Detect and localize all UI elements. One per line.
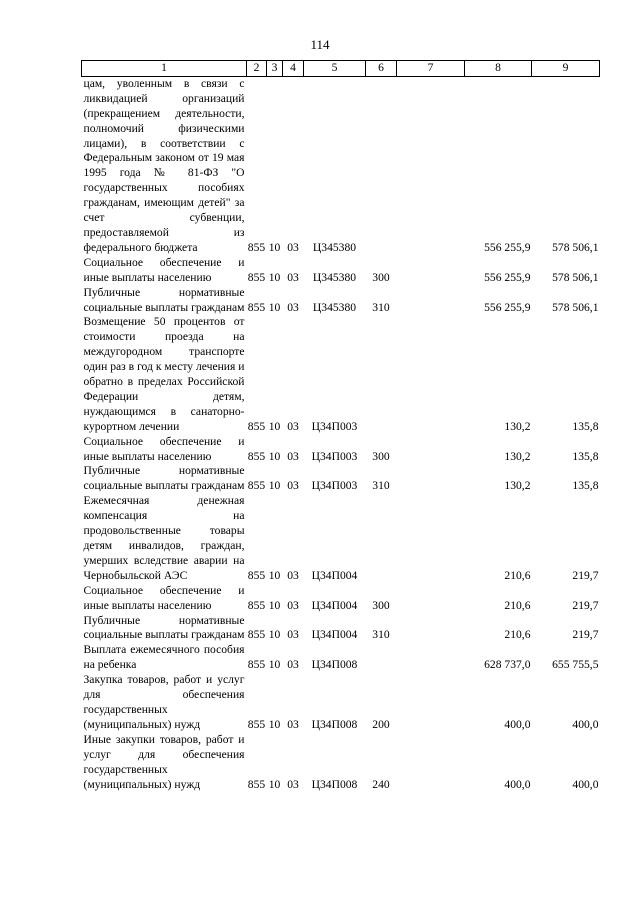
table-row (82, 315, 600, 434)
row-subsection-code: 03 (287, 300, 299, 314)
row-subsection-code: 03 (287, 628, 299, 642)
row-description: Иные закупки товаров, работ и услуг для обеспечения государственных (муниципальных) нужд (83, 732, 245, 791)
row-section-code: 10 (268, 598, 281, 612)
row-expense-type: 310 (372, 300, 390, 314)
row-col7 (397, 286, 465, 316)
row-description: Публичные нормативные социальные выплаты гражданам (83, 285, 245, 314)
row-subsection-code: 03 (287, 717, 299, 731)
row-value-year1: 130,2 (504, 479, 531, 493)
table-row (82, 614, 600, 644)
header-col-3: 3 (267, 61, 283, 77)
row-section-code: 10 (268, 628, 281, 642)
row-target-article: Ц34П004 (311, 568, 358, 582)
row-value-year2: 400,0 (572, 777, 599, 791)
budget-table (81, 60, 600, 792)
row-subsection-code: 03 (287, 568, 299, 582)
row-target-article: Ц34П003 (311, 479, 358, 493)
row-expense-type (366, 76, 397, 255)
row-value-year2: 655 755,5 (552, 658, 599, 672)
row-value-year1: 210,6 (504, 628, 531, 642)
row-section-code: 10 (268, 419, 281, 433)
row-grbs-code: 855 (247, 240, 266, 254)
row-value-year1: 556 255,9 (484, 300, 531, 314)
table-row (82, 256, 600, 286)
row-expense-type: 300 (372, 270, 390, 284)
row-grbs-code: 855 (247, 479, 266, 493)
table-body (82, 76, 600, 792)
table-header (82, 61, 600, 77)
row-grbs-code: 855 (247, 658, 266, 672)
row-col7 (397, 673, 465, 733)
row-value-year1: 556 255,9 (484, 270, 531, 284)
row-subsection-code: 03 (287, 777, 299, 791)
row-description: Закупка товаров, работ и услуг для обеспечения государственных (муниципальных) нужд (83, 673, 245, 731)
row-value-year1: 400,0 (504, 777, 531, 791)
row-subsection-code: 03 (287, 270, 299, 284)
table-row (82, 584, 600, 614)
row-expense-type: 310 (372, 479, 390, 493)
row-subsection-code: 03 (287, 449, 299, 463)
row-grbs-code: 855 (247, 449, 266, 463)
row-value-year2: 219,7 (572, 598, 599, 612)
row-expense-type (366, 643, 397, 673)
table-row (82, 494, 600, 583)
row-expense-type: 240 (372, 777, 390, 791)
row-subsection-code: 03 (287, 598, 299, 612)
row-value-year1: 130,2 (504, 449, 531, 463)
row-target-article: Ц345380 (312, 240, 357, 254)
row-section-code: 10 (268, 717, 281, 731)
row-grbs-code: 855 (247, 628, 266, 642)
row-section-code: 10 (268, 270, 281, 284)
row-expense-type: 300 (372, 598, 390, 612)
row-expense-type: 310 (372, 628, 390, 642)
row-section-code: 10 (268, 658, 281, 672)
table-row (82, 464, 600, 494)
row-target-article: Ц345380 (312, 300, 357, 314)
row-value-year1: 130,2 (504, 419, 531, 433)
table-row (82, 76, 600, 255)
row-description: Возмещение 50 процентов от стоимости проезда на междугородном транспорте один раз в год к месту лечения и обратно в пределах Российской Федерации детям, нуждающимся в санаторно-курортном лечении (83, 315, 245, 433)
table-row (82, 643, 600, 673)
row-section-code: 10 (268, 240, 281, 254)
header-col-8: 8 (465, 61, 532, 77)
row-section-code: 10 (268, 300, 281, 314)
row-grbs-code: 855 (247, 777, 266, 791)
row-expense-type: 200 (372, 717, 390, 731)
row-grbs-code: 855 (247, 717, 266, 731)
row-value-year2: 400,0 (572, 717, 599, 731)
row-expense-type (366, 494, 397, 583)
header-col-5: 5 (304, 61, 366, 77)
row-description: Социальное обеспечение и иные выплаты населению (83, 434, 245, 463)
row-grbs-code: 855 (247, 598, 266, 612)
table-row (82, 286, 600, 316)
row-value-year2: 135,8 (572, 479, 599, 493)
row-target-article: Ц34П008 (311, 658, 358, 672)
row-target-article: Ц34П003 (311, 419, 358, 433)
row-col7 (397, 614, 465, 644)
row-value-year2: 578 506,1 (552, 300, 599, 314)
row-col7 (397, 464, 465, 494)
table-row (82, 673, 600, 733)
header-row (82, 61, 600, 77)
row-grbs-code: 855 (247, 419, 266, 433)
row-section-code: 10 (268, 777, 281, 791)
row-value-year2: 578 506,1 (552, 270, 599, 284)
row-value-year1: 210,6 (504, 568, 531, 582)
row-subsection-code: 03 (287, 479, 299, 493)
row-col7 (397, 435, 465, 465)
header-col-6: 6 (366, 61, 397, 77)
row-grbs-code: 855 (247, 300, 266, 314)
row-col7 (397, 494, 465, 583)
row-value-year2: 219,7 (572, 568, 599, 582)
header-col-9: 9 (532, 61, 600, 77)
row-value-year1: 556 255,9 (484, 240, 531, 254)
row-col7 (397, 76, 465, 255)
table-row (82, 435, 600, 465)
row-value-year2: 578 506,1 (552, 240, 599, 254)
row-value-year2: 135,8 (572, 419, 599, 433)
table-row (82, 733, 600, 793)
row-target-article: Ц34П004 (311, 598, 358, 612)
row-section-code: 10 (268, 568, 281, 582)
row-target-article: Ц34П008 (311, 717, 358, 731)
row-col7 (397, 256, 465, 286)
row-subsection-code: 03 (287, 240, 299, 254)
page-number: 114 (310, 37, 330, 52)
row-description: Социальное обеспечение и иные выплаты населению (83, 255, 245, 284)
row-subsection-code: 03 (287, 658, 299, 672)
header-col-1: 1 (82, 61, 247, 77)
row-col7 (397, 643, 465, 673)
row-value-year1: 628 737,0 (484, 658, 531, 672)
row-section-code: 10 (268, 449, 281, 463)
row-description: Публичные нормативные социальные выплаты гражданам (83, 613, 245, 642)
row-col7 (397, 584, 465, 614)
row-description: цам, уволенным в связи с ликвидацией организаций (прекращением деятельности, полномочий физическими лицами), в соответствии с Федеральным законом от 19 мая 1995 года № 81-ФЗ "О государственных пособиях гражданам, имеющим детей" за счет субвенции, предоставляемой из федерального бюджета (83, 76, 245, 254)
row-subsection-code: 03 (287, 419, 299, 433)
header-col-7: 7 (397, 61, 465, 77)
row-target-article: Ц34П004 (311, 628, 358, 642)
row-value-year2: 219,7 (572, 628, 599, 642)
header-col-4: 4 (283, 61, 304, 77)
row-description: Социальное обеспечение и иные выплаты населению (83, 583, 245, 612)
row-expense-type: 300 (372, 449, 390, 463)
row-col7 (397, 315, 465, 434)
row-col7 (397, 733, 465, 793)
row-grbs-code: 855 (247, 568, 266, 582)
row-value-year1: 210,6 (504, 598, 531, 612)
row-value-year2: 135,8 (572, 449, 599, 463)
row-grbs-code: 855 (247, 270, 266, 284)
header-col-2: 2 (247, 61, 267, 77)
row-description: Ежемесячная денежная компенсация на продовольственные товары детям инвалидов, граждан, умерших вследствие аварии на Чернобыльской АЭС (83, 494, 245, 582)
row-expense-type (366, 315, 397, 434)
row-value-year1: 400,0 (504, 717, 531, 731)
row-description: Выплата ежемесячного пособия на ребенка (83, 643, 245, 672)
row-target-article: Ц34П003 (311, 449, 358, 463)
row-section-code: 10 (268, 479, 281, 493)
row-target-article: Ц345380 (312, 270, 357, 284)
row-description: Публичные нормативные социальные выплаты гражданам (83, 464, 245, 493)
row-target-article: Ц34П008 (311, 777, 358, 791)
